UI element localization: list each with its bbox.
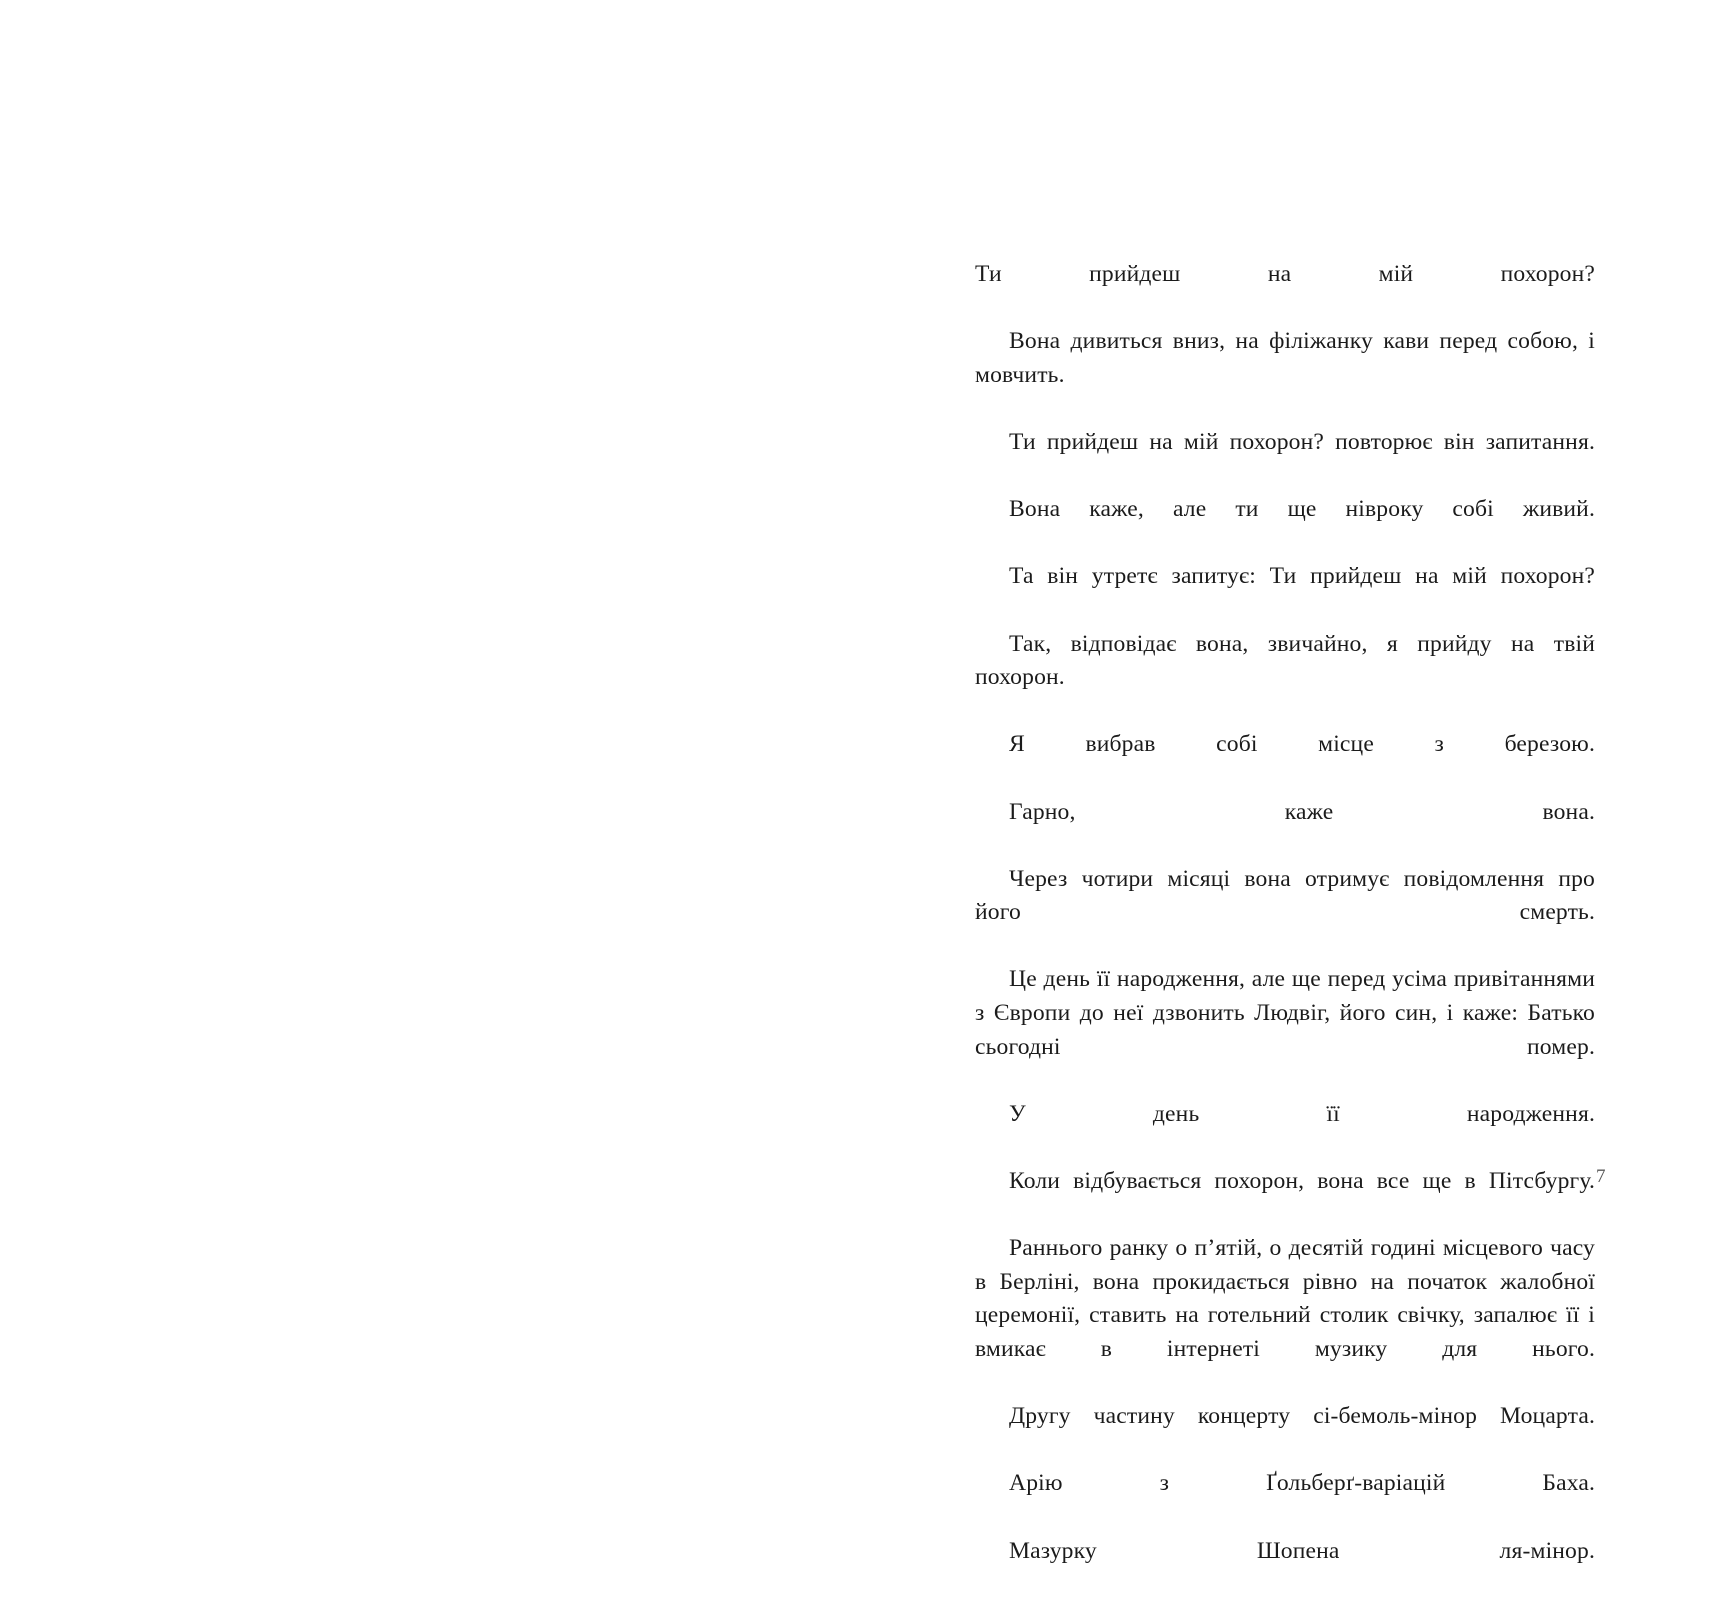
paragraph: У день її народження. <box>1009 1100 1595 1127</box>
paragraph: Це день її народження, але ще перед усіма привітаннями з Європи до неї дзвонить Людвіг, його син, і каже: Батько сьогодні помер. <box>975 966 1595 1060</box>
paragraph: Другу частину концерту сі-бемоль-мінор Моцарта. <box>1009 1403 1595 1430</box>
page-number: 7 <box>1596 1166 1606 1187</box>
paragraph: Ти прийдеш на мій похорон? <box>975 261 1595 287</box>
paragraph: Я вибрав собі місце з березою. <box>1009 731 1595 758</box>
paragraph: Ти прийдеш на мій похорон? повторює він запитання. <box>1009 428 1595 455</box>
paragraph: Вона дивиться вниз, на філіжанку кави перед собою, і мовчить. <box>975 328 1595 388</box>
body-text-block <box>975 258 1595 1602</box>
paragraph: Мазурку Шопена ля-мінор. <box>1009 1537 1595 1564</box>
paragraph: Коли відбувається похорон, вона все ще в Пітсбургу. <box>1009 1168 1595 1195</box>
paragraph: Та він утретє запитує: Ти прийдеш на мій похорон? <box>1009 563 1595 590</box>
paragraph: Арію з Ґольберґ-варіацій Баха. <box>1009 1470 1595 1497</box>
paragraph: Через чотири місяці вона отримує повідомлення про його смерть. <box>975 865 1595 926</box>
paragraph: Вона каже, але ти ще нівроку собі живий. <box>1009 496 1595 523</box>
paragraph: Так, відповідає вона, звичайно, я прийду на твій похорон. <box>975 630 1595 691</box>
paragraph: Гарно, каже вона. <box>1009 798 1595 825</box>
paragraph: Раннього ранку о п’ятій, о десятій годині місцевого часу в Берліні, вона прокидається рівно на початок жалобної церемонії, ставить на готельний столик свічку, запалює її і вмикає в інтернеті музику для нього. <box>975 1235 1595 1362</box>
